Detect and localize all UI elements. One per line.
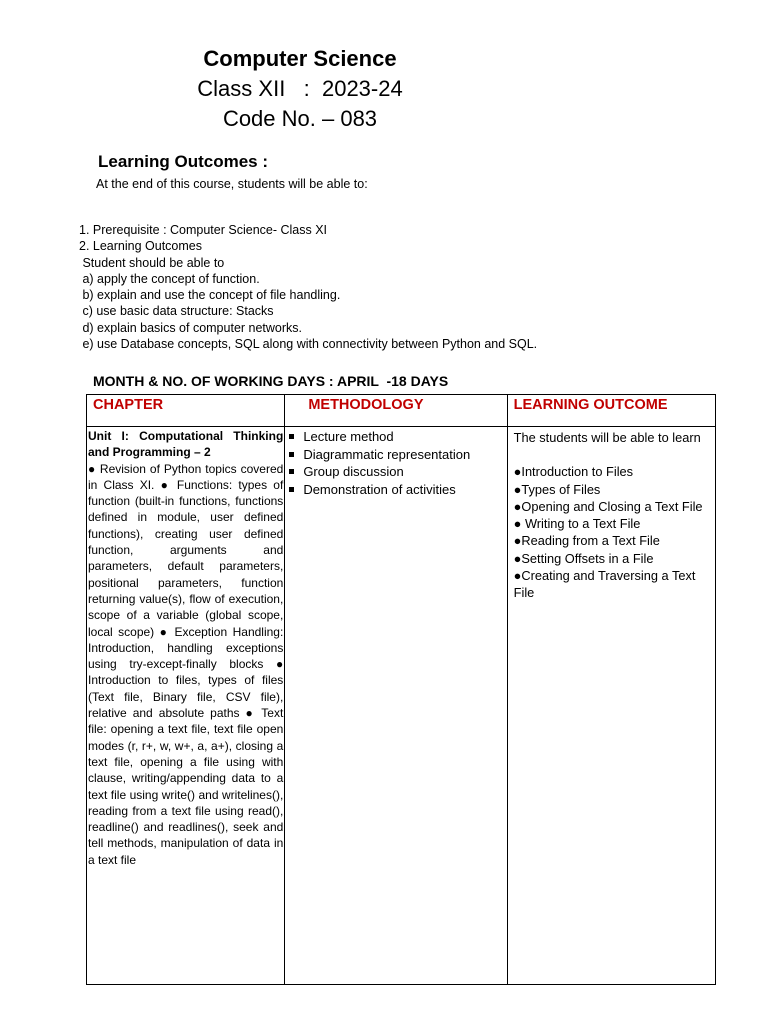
list-item: d) explain basics of computer networks. (79, 320, 303, 335)
outcome-item: ●Creating and Traversing a Text File (513, 568, 696, 601)
outcome-item: ●Introduction to Files (513, 464, 634, 480)
header-learning-outcome: LEARNING OUTCOME (507, 395, 715, 427)
table-header-row (87, 395, 716, 427)
list-item: c) use basic data structure: Stacks (79, 304, 274, 319)
learning-outcomes-list (79, 222, 537, 352)
learning-outcomes-intro: At the end of this course, students will be able to: (96, 177, 368, 191)
methodology-cell (285, 427, 507, 985)
outcome-item: ●Types of Files (513, 481, 601, 497)
chapter-cell (87, 427, 285, 985)
methodology-item: Group discussion (303, 463, 506, 481)
syllabus-table (86, 394, 716, 985)
methodology-item: Demonstration of activities (303, 481, 506, 499)
outcome-item: ● Writing to a Text File (513, 516, 641, 532)
outcome-item: ●Reading from a Text File (513, 533, 660, 549)
outcome-item: ●Opening and Closing a Text File (513, 498, 703, 514)
list-item: a) apply the concept of function. (79, 271, 260, 286)
code-line: Code No. – 083 (222, 106, 378, 131)
learning-outcomes-heading: Learning Outcomes : (98, 152, 269, 171)
list-item: b) explain and use the concept of file handling. (79, 288, 341, 303)
list-item: Student should be able to (79, 255, 225, 270)
outcome-item: ●Setting Offsets in a File (513, 550, 654, 566)
unit-title: Unit I: Computational Thinking and Programming – 2 (88, 429, 284, 460)
methodology-item: Lecture method (303, 428, 506, 446)
class-line: Class XII : 2023-24 (197, 76, 403, 101)
month-working-days: MONTH & NO. OF WORKING DAYS : APRIL -18 DAYS (93, 373, 449, 389)
table-row (87, 427, 716, 985)
chapter-content: ● Revision of Python topics covered in Class XI. ● Functions: types of function (built-in functions, functions defined in module, user defined functions), creating user defined function, arguments and parameters, default parameters, positional parameters, function returning value(s), flow of execution, scope of a variable (global scope, local scope) ● Exception Handling: Introduction, handling exceptions using try-except-finally blocks ● Introduction to files, types of files (Text file, Binary file, CSV file), relative and absolute paths ● Text file: opening a text file, text file open modes (r, r+, w, w+, a, a+), closing a text file, opening a file using with clause, writing/appending data to a text file using write() and writelines(), reading from a text file using read(), readline() and readlines(), seek and tell methods, manipulation of data in a text file (88, 461, 284, 867)
header-chapter: CHAPTER (87, 395, 285, 427)
list-item: e) use Database concepts, SQL along with connectivity between Python and SQL. (79, 337, 538, 352)
page-title: Computer Science (203, 46, 397, 71)
list-item: 1. Prerequisite : Computer Science- Class XI (79, 223, 328, 237)
list-item: 2. Learning Outcomes (79, 239, 202, 254)
outcome-intro: The students will be able to learn (513, 430, 701, 445)
methodology-item: Diagrammatic representation (303, 446, 506, 464)
learning-outcome-cell (507, 427, 715, 985)
methodology-list (285, 428, 506, 498)
header-methodology: METHODOLOGY (285, 395, 507, 427)
